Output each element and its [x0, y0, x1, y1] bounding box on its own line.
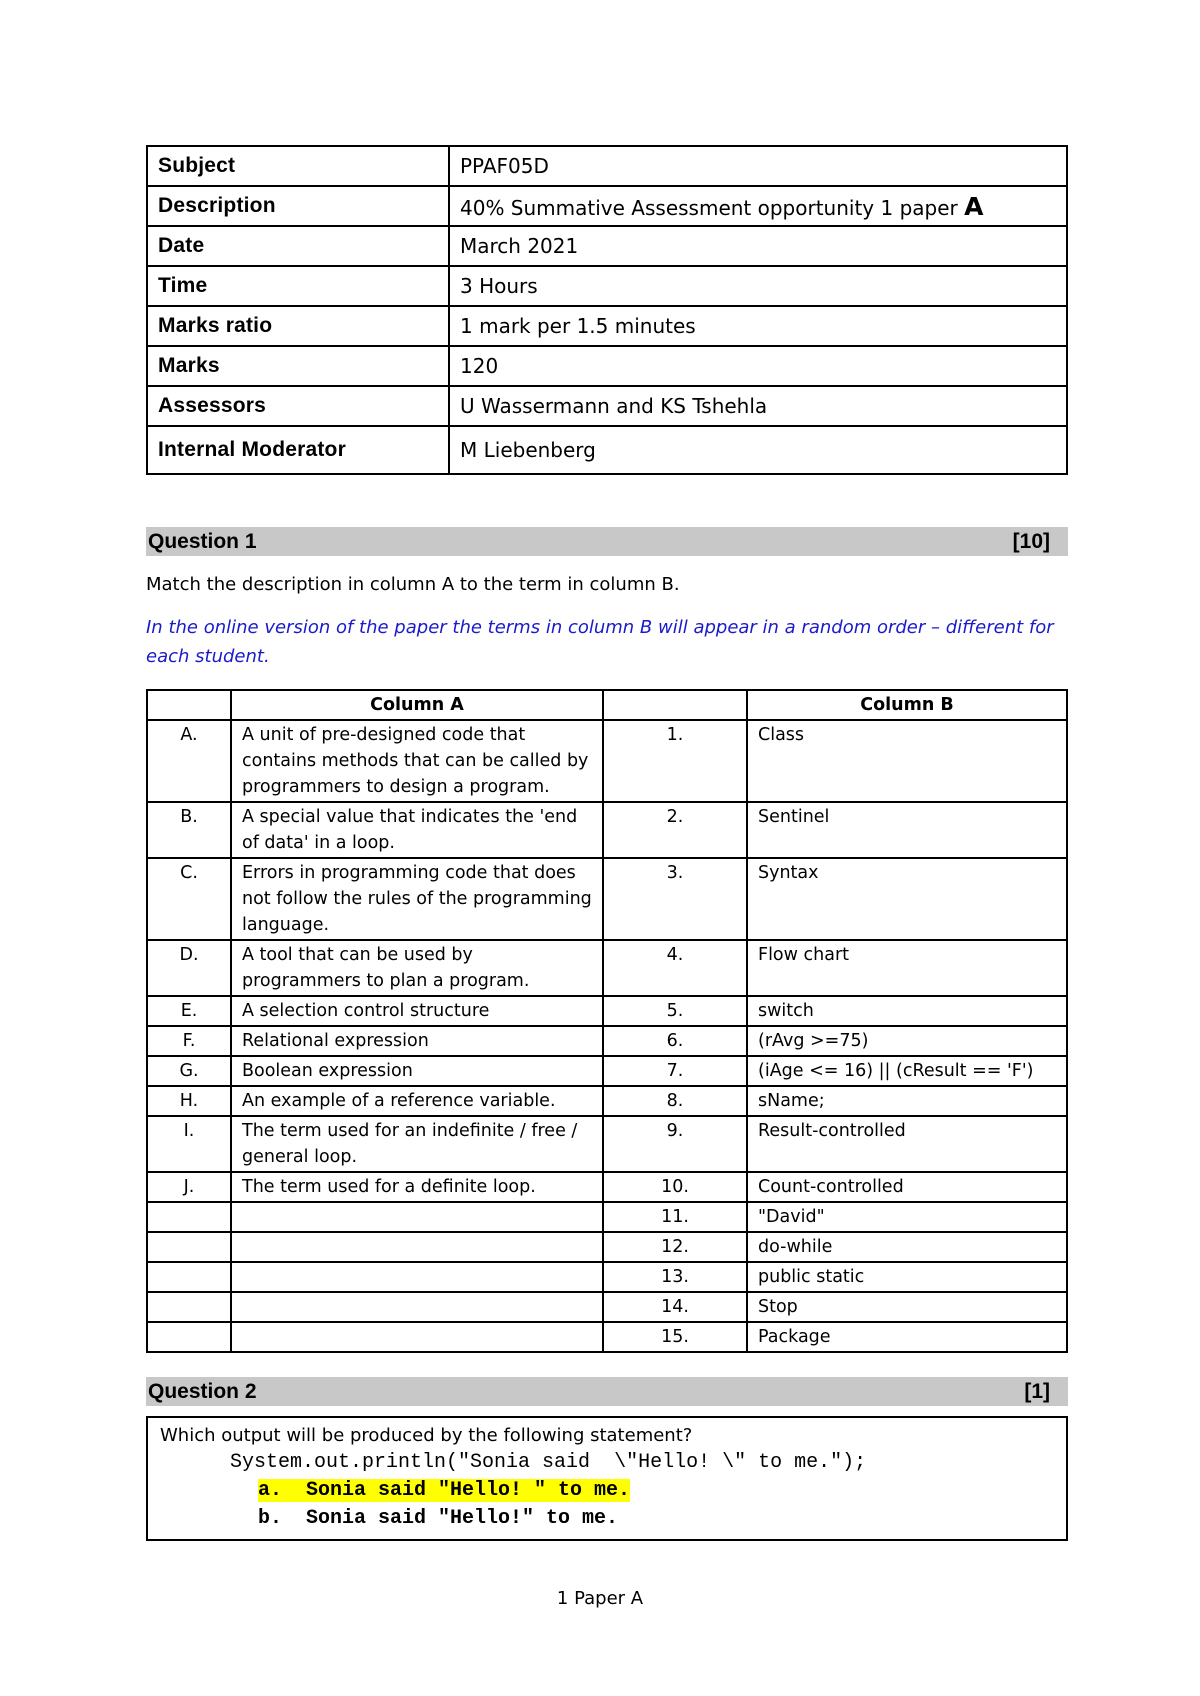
header-blank	[603, 690, 747, 720]
matching-row	[147, 802, 1067, 858]
info-value: U Wassermann and KS Tshehla	[449, 386, 1067, 426]
row-number: 11.	[603, 1202, 747, 1232]
row-term: "David"	[747, 1202, 1067, 1232]
code-statement: System.out.println("Sonia said \"Hello! \" to me.");	[230, 1451, 867, 1474]
row-term: (iAge <= 16) || (cResult == 'F')	[747, 1056, 1067, 1086]
info-key: Description	[147, 186, 449, 226]
info-row-moderator	[147, 426, 1067, 474]
matching-row	[147, 1232, 1067, 1262]
row-description: An example of a reference variable.	[231, 1086, 603, 1116]
question-2-box	[146, 1416, 1068, 1541]
row-term: Flow chart	[747, 940, 1067, 996]
row-letter	[147, 1292, 231, 1322]
row-description: Relational expression	[231, 1026, 603, 1056]
row-term: switch	[747, 996, 1067, 1026]
info-value: PPAF05D	[449, 146, 1067, 186]
row-letter: F.	[147, 1026, 231, 1056]
matching-row	[147, 1116, 1067, 1172]
paper-letter: A	[964, 191, 984, 221]
row-number: 9.	[603, 1116, 747, 1172]
info-key: Subject	[147, 146, 449, 186]
info-value: M Liebenberg	[449, 426, 1067, 474]
option-b	[160, 1505, 1054, 1533]
row-description: A tool that can be used by programmers to plan a program.	[231, 940, 603, 996]
info-value: March 2021	[449, 226, 1067, 266]
matching-row	[147, 720, 1067, 802]
info-key: Date	[147, 226, 449, 266]
row-description	[231, 1202, 603, 1232]
column-b-header: Column B	[747, 690, 1067, 720]
row-description	[231, 1262, 603, 1292]
row-letter: B.	[147, 802, 231, 858]
row-number: 6.	[603, 1026, 747, 1056]
matching-table	[146, 689, 1068, 1353]
row-term: (rAvg >=75)	[747, 1026, 1067, 1056]
row-number: 12.	[603, 1232, 747, 1262]
matching-row	[147, 1172, 1067, 1202]
info-row-description	[147, 186, 1067, 226]
row-number: 3.	[603, 858, 747, 940]
row-number: 4.	[603, 940, 747, 996]
row-term: Stop	[747, 1292, 1067, 1322]
row-letter: H.	[147, 1086, 231, 1116]
row-term: Result-controlled	[747, 1116, 1067, 1172]
question-marks: [1]	[1024, 1379, 1050, 1403]
question-title: Question 2	[148, 1379, 257, 1403]
row-letter: D.	[147, 940, 231, 996]
row-number: 14.	[603, 1292, 747, 1322]
row-letter	[147, 1262, 231, 1292]
row-description: Boolean expression	[231, 1056, 603, 1086]
question-marks: [10]	[1012, 529, 1050, 553]
info-row-time	[147, 266, 1067, 306]
row-number: 13.	[603, 1262, 747, 1292]
matching-row	[147, 940, 1067, 996]
info-row-subject	[147, 146, 1067, 186]
row-number: 7.	[603, 1056, 747, 1086]
info-row-assessors	[147, 386, 1067, 426]
header-blank	[147, 690, 231, 720]
info-row-marks	[147, 346, 1067, 386]
option-a-text: a. Sonia said "Hello! " to me.	[258, 1479, 631, 1502]
matching-row	[147, 1086, 1067, 1116]
question-1-header	[146, 527, 1068, 556]
question-1-note: In the online version of the paper the terms in column B will appear in a random order – different for each student.	[146, 617, 1054, 667]
question-1-instruction: Match the description in column A to the term in column B.	[146, 574, 680, 595]
row-number: 1.	[603, 720, 747, 802]
option-a	[160, 1477, 1054, 1505]
page-footer: 1 Paper A	[556, 1588, 644, 1609]
row-number: 5.	[603, 996, 747, 1026]
row-term: Package	[747, 1322, 1067, 1352]
row-description: A selection control structure	[231, 996, 603, 1026]
row-number: 10.	[603, 1172, 747, 1202]
row-term: Syntax	[747, 858, 1067, 940]
info-value	[449, 186, 1067, 226]
row-letter: J.	[147, 1172, 231, 1202]
row-letter	[147, 1232, 231, 1262]
assessment-info-table	[146, 145, 1068, 475]
row-letter	[147, 1322, 231, 1352]
row-description: The term used for a definite loop.	[231, 1172, 603, 1202]
description-text: 40% Summative Assessment opportunity 1 paper	[460, 195, 965, 220]
matching-row	[147, 858, 1067, 940]
row-letter: I.	[147, 1116, 231, 1172]
row-term: Class	[747, 720, 1067, 802]
row-letter: A.	[147, 720, 231, 802]
info-row-marks-ratio	[147, 306, 1067, 346]
matching-row	[147, 996, 1067, 1026]
matching-row	[147, 1026, 1067, 1056]
row-number: 2.	[603, 802, 747, 858]
row-letter: C.	[147, 858, 231, 940]
row-description: A special value that indicates the 'end of data' in a loop.	[231, 802, 603, 858]
row-letter: E.	[147, 996, 231, 1026]
row-description: A unit of pre-designed code that contains methods that can be called by programmers to design a program.	[231, 720, 603, 802]
info-value: 1 mark per 1.5 minutes	[449, 306, 1067, 346]
row-term: do-while	[747, 1232, 1067, 1262]
row-term: Count-controlled	[747, 1172, 1067, 1202]
row-letter: G.	[147, 1056, 231, 1086]
matching-row	[147, 1262, 1067, 1292]
info-row-date	[147, 226, 1067, 266]
matching-row	[147, 1292, 1067, 1322]
info-key: Marks	[147, 346, 449, 386]
info-key: Assessors	[147, 386, 449, 426]
row-description	[231, 1292, 603, 1322]
row-description	[231, 1322, 603, 1352]
row-term: sName;	[747, 1086, 1067, 1116]
info-key: Time	[147, 266, 449, 306]
question-2-text: Which output will be produced by the following statement?	[160, 1425, 693, 1446]
info-key: Marks ratio	[147, 306, 449, 346]
column-a-header: Column A	[231, 690, 603, 720]
info-value: 120	[449, 346, 1067, 386]
question-2-header	[146, 1377, 1068, 1406]
row-letter	[147, 1202, 231, 1232]
row-description	[231, 1232, 603, 1262]
row-number: 15.	[603, 1322, 747, 1352]
row-number: 8.	[603, 1086, 747, 1116]
info-key: Internal Moderator	[147, 426, 449, 474]
row-term: Sentinel	[747, 802, 1067, 858]
option-b-text: b. Sonia said "Hello!" to me.	[258, 1507, 619, 1530]
row-description: The term used for an indefinite / free / general loop.	[231, 1116, 603, 1172]
matching-row	[147, 1056, 1067, 1086]
matching-header-row	[147, 690, 1067, 720]
matching-row	[147, 1202, 1067, 1232]
question-title: Question 1	[148, 529, 257, 553]
row-term: public static	[747, 1262, 1067, 1292]
row-description: Errors in programming code that does not follow the rules of the programming language.	[231, 858, 603, 940]
exam-page	[146, 145, 1068, 1541]
info-value: 3 Hours	[449, 266, 1067, 306]
matching-row	[147, 1322, 1067, 1352]
